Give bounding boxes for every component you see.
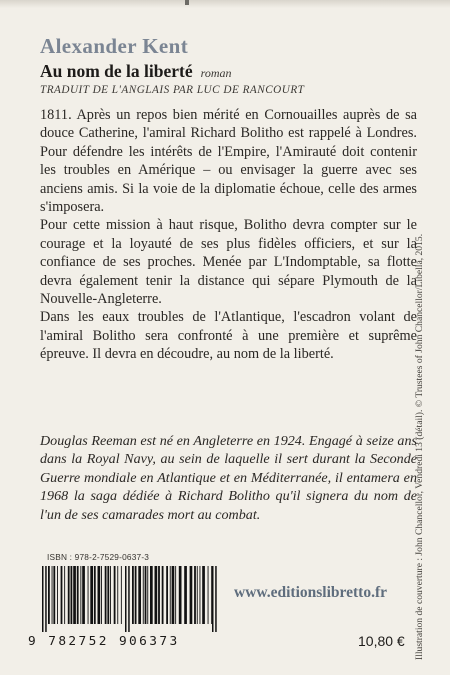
top-edge-shadow bbox=[0, 0, 450, 8]
price: 10,80 € bbox=[358, 633, 405, 649]
author-name: Alexander Kent bbox=[40, 34, 189, 58]
barcode-digits: 9 782752 906373 bbox=[28, 634, 180, 649]
crop-mark bbox=[185, 0, 189, 5]
isbn: ISBN : 978-2-7529-0637-3 bbox=[47, 552, 150, 562]
author-bio: Douglas Reeman est né en Angleterre en 1924. Engagé à seize ans dans la Royal Navy, au sein de laquelle il sert durant la Seconde Guerre mondiale en Atlantique et en Méditerranée, il entamera en 1968 la saga dédiée à Richard Bolitho qu'il signera du nom de l'un de ses camarades mort au combat. bbox=[40, 433, 417, 523]
cover-illustration-credit: Illustration de couverture : John Chancellor, Vendredi 13 (détail). © Trustees of John Chancellor/Libella, 2015. bbox=[414, 233, 425, 660]
blurb bbox=[40, 106, 417, 364]
book-title: Au nom de la liberté bbox=[40, 61, 193, 81]
barcode-bars bbox=[40, 566, 218, 632]
publisher-website[interactable]: www.editionslibretto.fr bbox=[234, 584, 387, 601]
blurb-paragraph-2: Pour cette mission à haut risque, Bolitho devra compter sur le courage et la loyauté de ses plus fidèles officiers, et sur la confiance de ses proches. Menée par L'Indomptable, sa flotte devra également tenir la distance qui sépare Plymouth de la Nouvelle-Angleterre. bbox=[40, 217, 417, 308]
title-line bbox=[40, 61, 232, 82]
translator-credit: TRADUIT DE L'ANGLAIS PAR LUC DE RANCOURT bbox=[40, 84, 305, 96]
blurb-paragraph-3: Dans les eaux troubles de l'Atlantique, l'escadron volant de l'amiral Bolitho sera confronté à une première et suprême épreuve. Il devra en découdre, au nom de la liberté. bbox=[40, 309, 417, 363]
genre-label: roman bbox=[200, 66, 232, 80]
blurb-paragraph-1: 1811. Après un repos bien mérité en Cornouailles auprès de sa douce Catherine, l'amiral Richard Bolitho est rappelé à Londres. Pour défendre les intérêts de l'Empire, l'Amirauté doit contenir les troubles en Amérique – ou envisager la guerre avec ses anciens amis. Si la voie de la diplomatie échoue, celle des armes s'imposera. bbox=[40, 107, 417, 216]
